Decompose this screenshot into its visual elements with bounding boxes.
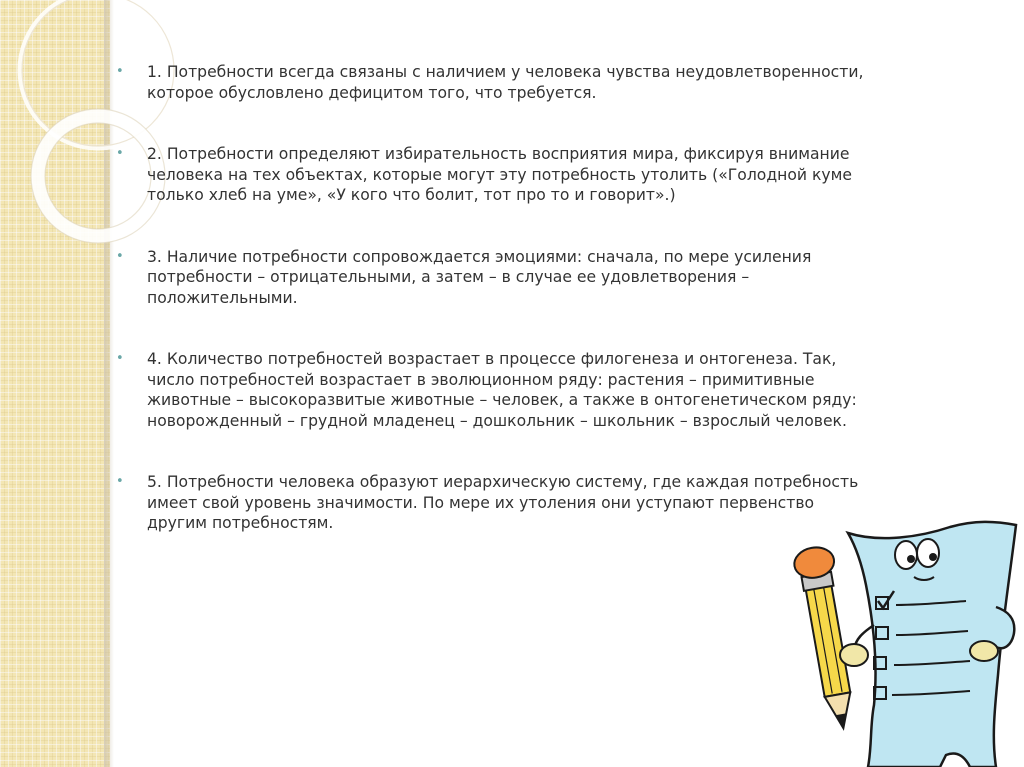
bullet: •	[116, 351, 124, 366]
bullet: •	[116, 146, 124, 161]
content-list	[113, 62, 873, 534]
bullet: •	[116, 474, 124, 489]
list-item	[113, 349, 873, 431]
checklist-character-illustration	[770, 515, 1024, 767]
list-item-text: 3. Наличие потребности сопровождается эмоциями: сначала, по мере усиления потребности – отрицательными, а затем – в случае ее удовлетворения – положительными.	[147, 247, 812, 307]
list-item	[113, 144, 873, 206]
list-item	[113, 62, 873, 103]
list-item-text: 4. Количество потребностей возрастает в процессе филогенеза и онтогенеза. Так, число потребностей возрастает в эволюционном ряду: растения – примитивные животные – высокоразвитые животные – человек, а также в онтогенетическом ряду: новорожденный – грудной младенец – дошкольник – школьник – взрослый человек.	[147, 350, 857, 430]
list-item-text: 5. Потребности человека образуют иерархическую систему, где каждая потребность имеет свой уровень значимости. По мере их утоления они уступают первенство другим потребностям.	[147, 473, 859, 532]
bullet: •	[116, 64, 124, 79]
list-item	[113, 472, 873, 534]
list-item-text: 1. Потребности всегда связаны с наличием у человека чувства неудовлетворенности, которое обусловлено дефицитом того, что требуется.	[147, 63, 864, 102]
list-item	[113, 247, 873, 309]
bullet: •	[116, 248, 124, 264]
list-item-text: 2. Потребности определяют избирательность восприятия мира, фиксируя внимание человека на тех объектах, которые могут эту потребность утолить («Голодной куме только хлеб на уме», «У кого что болит, тот про то и говорит».)	[147, 145, 852, 204]
